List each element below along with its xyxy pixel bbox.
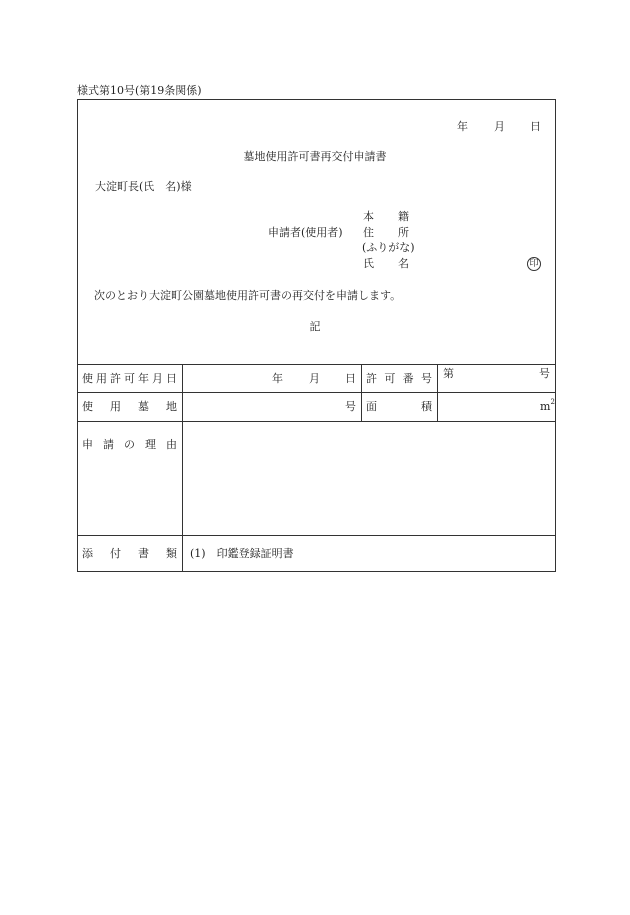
row-divider-1 [77, 392, 556, 393]
label-column-divider [182, 364, 183, 572]
area-unit: $m^2$ [540, 398, 555, 413]
request-statement: 次のとおり大淀町公園墓地使用許可書の再交付を申請します。 [94, 289, 402, 302]
table-top-border [77, 364, 556, 365]
cemetery-plot-label: 使 用 墓 地 [82, 400, 177, 413]
permit-date-year-unit: 年 [272, 372, 283, 385]
row-divider-3 [77, 535, 556, 536]
reason-label: 申 請 の 理 由 [82, 438, 177, 451]
permit-number-suffix: 号 [539, 367, 550, 380]
permit-number-prefix: 第 [443, 367, 454, 380]
value-column-divider [437, 364, 438, 421]
domicile-label: 本 籍 [363, 210, 409, 223]
mid-column-divider [361, 364, 362, 421]
area-label: 面 積 [366, 400, 432, 413]
date-year-label: 年 [457, 120, 468, 133]
addressee: 大淀町長(氏 名)様 [95, 180, 192, 193]
row-divider-2 [77, 421, 556, 422]
address-label: 住 所 [363, 226, 409, 239]
date-month-label: 月 [494, 120, 505, 133]
permit-date-label: 使 用 許 可 年 月 日 [82, 372, 177, 385]
application-form-frame [77, 99, 556, 572]
plot-number-suffix: 号 [345, 400, 356, 413]
seal-mark: 印 [527, 257, 541, 271]
attachment-value: (1) 印鑑登録証明書 [190, 547, 294, 560]
ki-heading: 記 [309, 320, 321, 333]
name-label: 氏 名 [363, 257, 409, 270]
permit-date-month-unit: 月 [309, 372, 320, 385]
furigana-label: (ふりがな) [362, 241, 415, 254]
permit-date-day-unit: 日 [345, 372, 356, 385]
date-day-label: 日 [530, 120, 541, 133]
permit-number-label: 許 可 番 号 [366, 372, 432, 385]
form-title: 墓地使用許可書再交付申請書 [243, 150, 387, 163]
form-number-label: 様式第10号(第19条関係) [77, 84, 202, 97]
attachment-label: 添 付 書 類 [82, 547, 177, 560]
applicant-heading: 申請者(使用者) [268, 226, 343, 239]
